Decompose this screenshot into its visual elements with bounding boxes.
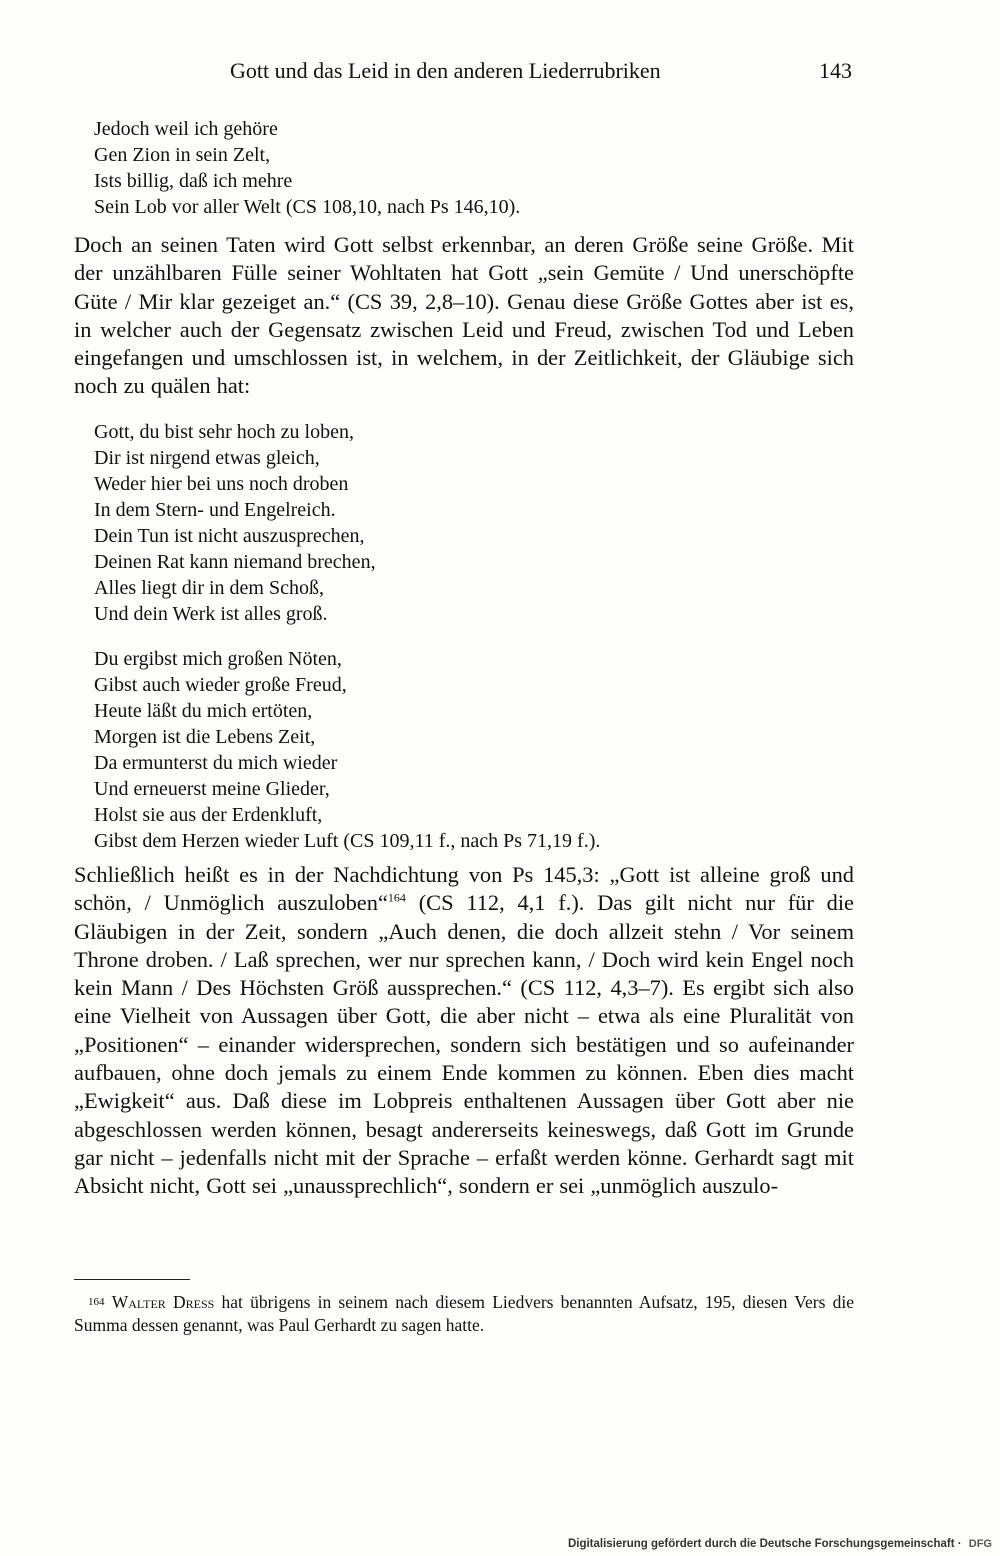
verse-line: Heute läßt du mich ertöten, [94,700,313,722]
verse-block-3 [94,646,854,854]
paragraph-1: Doch an seinen Taten wird Gott selbst erkennbar, an deren Größe seine Größe. Mit der unzählbaren Fülle seiner Wohltaten hat Gott „sein Gemüte / Und unerschöpfte Güte / Mir klar gezeiget an.“ (CS 39, 2,8–10). Genau diese Größe Gottes aber ist es, in welcher auch der Gegensatz zwischen Leid und Freud, zwischen Tod und Leben eingefangen und umschlossen ist, in welchem, in der Zeitlichkeit, der Gläubige sich noch zu quälen hat: [74,232,854,399]
verse-line: Da ermunterst du mich wieder [94,752,338,774]
footnote-number: 164 [88,1296,105,1308]
paragraph-2-text-b: (CS 112, 4,1 f.). Das gilt nicht nur für die Gläubigen in der Zeit, sondern „Auch denen, die doch allzeit stehn / Vor seinem Throne droben. / Laß sprechen, wer nur sprechen kann, / Doch wird kein Engel noch kein Mann / Des Höchsten Größ aussprechen.“ (CS 112, 4,3–7). Es ergibt sich also eine Vielheit von Aussagen über Gott, die aber nicht – etwa als eine Pluralität von „Positionen“ – einander widersprechen, sondern sich bestätigen und so aufeinander aufbauen, ohne doch jemals zu einem Ende kommen zu können. Eben dies macht „Ewigkeit“ aus. Daß diese im Lobpreis enthaltenen Aussagen über Gott aber nie abgeschlossen werden können, besagt andererseits keineswegs, daß Gott im Grunde gar nicht – jedenfalls nicht mit der Sprache – erfaßt werden könne. Gerhardt sagt mit Absicht nicht, Gott sei „unaussprechlich“, sondern er sei „unmöglich auszulo- [74,890,854,1199]
digitization-text: Digitalisierung gefördert durch die Deutsche Forschungsgemeinschaft · [567,1538,962,1550]
verse-line: In dem Stern- und Engelreich. [94,499,336,521]
verse-line: Weder hier bei uns noch droben [94,473,349,495]
verse-line: Deinen Rat kann niemand brechen, [94,551,376,573]
footnote-text: hat übrigens in seinem nach diesem Liedvers benannten Aufsatz, 195, diesen Vers die Summa dessen genannt, was Paul Gerhardt zu sagen hatte. [74,1292,854,1335]
verse-line: Gen Zion in sein Zelt, [94,144,271,166]
verse-line: Dir ist nirgend etwas gleich, [94,447,320,469]
verse-line: Du ergibst mich großen Nöten, [94,648,342,670]
verse-line: Gibst dem Herzen wieder Luft (CS 109,11 f., nach Ps 71,19 f.). [94,830,601,852]
verse-line: Dein Tun ist nicht auszusprechen, [94,525,365,547]
verse-block-1 [94,116,854,220]
verse-line: Gott, du bist sehr hoch zu loben, [94,421,354,443]
dfg-logo-icon: DFG [968,1538,992,1550]
verse-line: Holst sie aus der Erdenkluft, [94,804,323,826]
footnote-reference[interactable]: 164 [387,890,406,905]
running-header [230,58,852,90]
verse-line: Jedoch weil ich gehöre [94,118,278,140]
paragraph-2-text-a: Schließlich heißt es in der Nachdichtung von Ps 145,3: „Gott ist alleine groß und schön, / Unmöglich auszuloben“ [74,862,854,916]
verse-line: Morgen ist die Lebens Zeit, [94,726,316,748]
verse-line: Ists billig, daß ich mehre [94,170,293,192]
paragraph-2 [74,861,854,1201]
footnote-164 [74,1291,854,1336]
footnote-divider [74,1279,190,1280]
page-number: 143 [819,58,852,83]
verse-line: Und dein Werk ist alles groß. [94,603,328,625]
verse-line: Gibst auch wieder große Freud, [94,674,347,696]
verse-line: Sein Lob vor aller Welt (CS 108,10, nach Ps 146,10). [94,196,521,218]
footnote-author: Walter Dress [111,1292,215,1312]
digitization-credit [568,1538,992,1550]
verse-line: Und erneuerst meine Glieder, [94,778,330,800]
verse-line: Alles liegt dir in dem Schoß, [94,577,324,599]
verse-block-2 [94,419,854,627]
running-title: Gott und das Leid in den anderen Liederrubriken [230,58,661,83]
